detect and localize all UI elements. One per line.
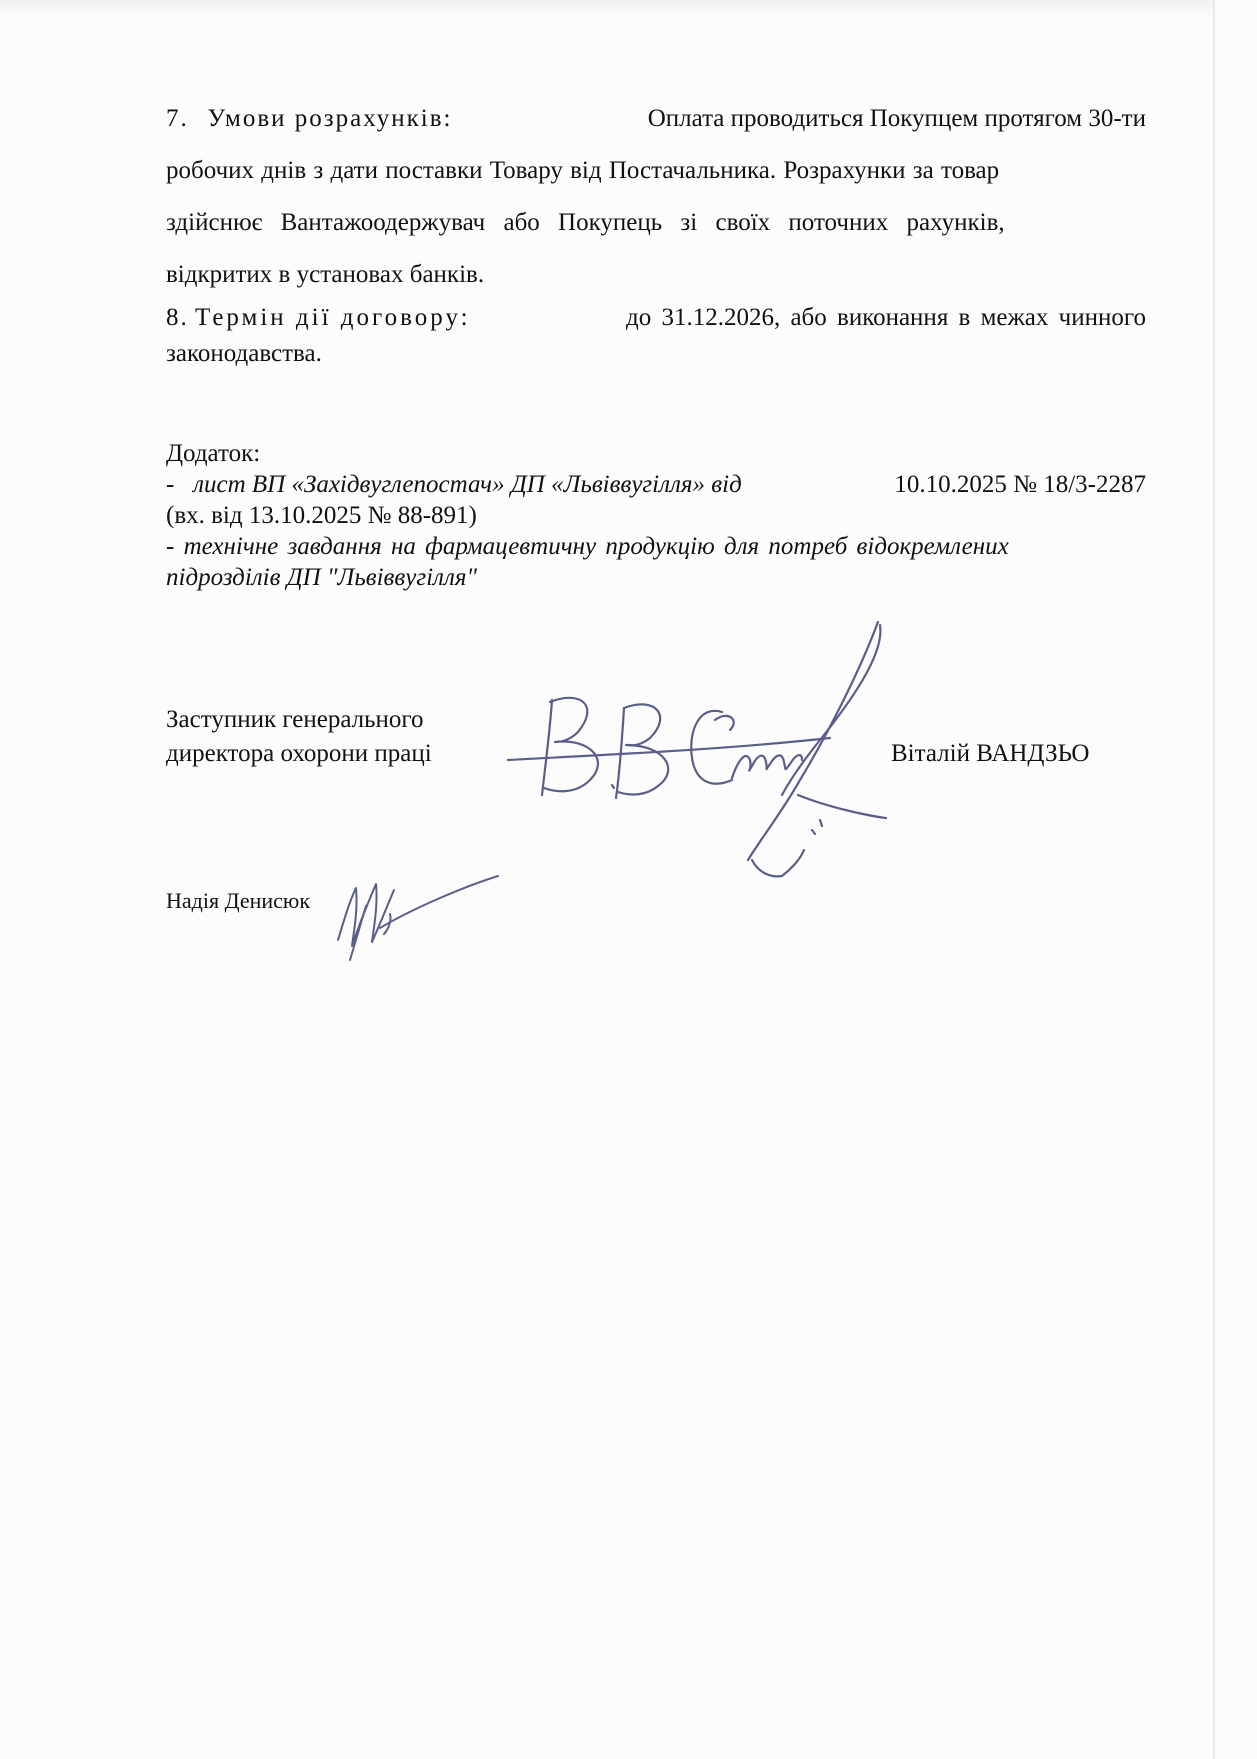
appendix-item-2-text-1: - технічне завдання на фармацевтичну продукцію для потреб відокремлених <box>166 533 1009 560</box>
executor-name: Надія Денисюк <box>166 888 311 913</box>
clause-7-line-3 <box>166 197 1146 249</box>
signatory-name: Віталій ВАНДЗЬО <box>891 740 1090 767</box>
signatory-title-line-2: директора охорони праці <box>166 740 432 767</box>
clause-7-text-3: здійснює Вантажоодержувач або Покупець зі своїх поточних рахунків, <box>166 209 1005 236</box>
appendix-item-1-ref: 10.10.2025 № 18/3-2287 <box>894 471 1146 498</box>
signatory-title-line-1: Заступник генерального <box>166 706 424 733</box>
clause-8-line-2 <box>166 336 1146 372</box>
scan-edge <box>1213 0 1215 1759</box>
clause-7-line-1 <box>166 93 1146 145</box>
signatory-title <box>166 703 432 771</box>
scan-shadow <box>0 0 1213 18</box>
clause-8-line-1 <box>166 300 1146 336</box>
appendix-item-1-dash: - <box>166 471 175 498</box>
clause-7-text-2: робочих днів з дати поставки Товару від Постачальника. Розрахунки за товар <box>166 157 1000 184</box>
appendix <box>166 438 1146 593</box>
executor-signature <box>330 850 510 970</box>
clause-7-line-2 <box>166 145 1146 197</box>
appendix-title: Додаток: <box>166 440 261 467</box>
clause-7-heading: Умови розрахунків: <box>207 105 453 132</box>
clause-8-text-1: до 31.12.2026, або виконання в межах чинного <box>625 304 1146 331</box>
appendix-item-1-italic: лист ВП «Західвуглепостач» ДП «Львіввугілля» від <box>193 471 742 498</box>
appendix-item-2-line-1 <box>166 531 1146 562</box>
clause-8-heading: Термін дії договору: <box>195 304 471 331</box>
director-signature <box>500 620 920 890</box>
clause-7-text-1: Оплата проводиться Покупцем протягом 30-ти <box>647 105 1146 132</box>
clause-7-text-4: відкритих в установах банків. <box>166 261 485 288</box>
clause-8 <box>166 300 1146 372</box>
appendix-item-2-line-2: підрозділів ДП "Львіввугілля" <box>166 564 477 591</box>
clause-8-number: 8. <box>166 304 189 331</box>
clause-7 <box>166 93 1146 301</box>
clause-7-line-4 <box>166 249 1146 301</box>
clause-7-lead <box>166 93 453 145</box>
appendix-item-1-line-1 <box>166 469 1146 500</box>
appendix-item-1-line-2: (вх. від 13.10.2025 № 88-891) <box>166 502 477 529</box>
clause-7-number: 7. <box>166 105 189 132</box>
clause-8-text-2: законодавства. <box>166 340 322 367</box>
appendix-item-1-lead <box>166 469 742 500</box>
clause-8-lead <box>166 300 471 336</box>
